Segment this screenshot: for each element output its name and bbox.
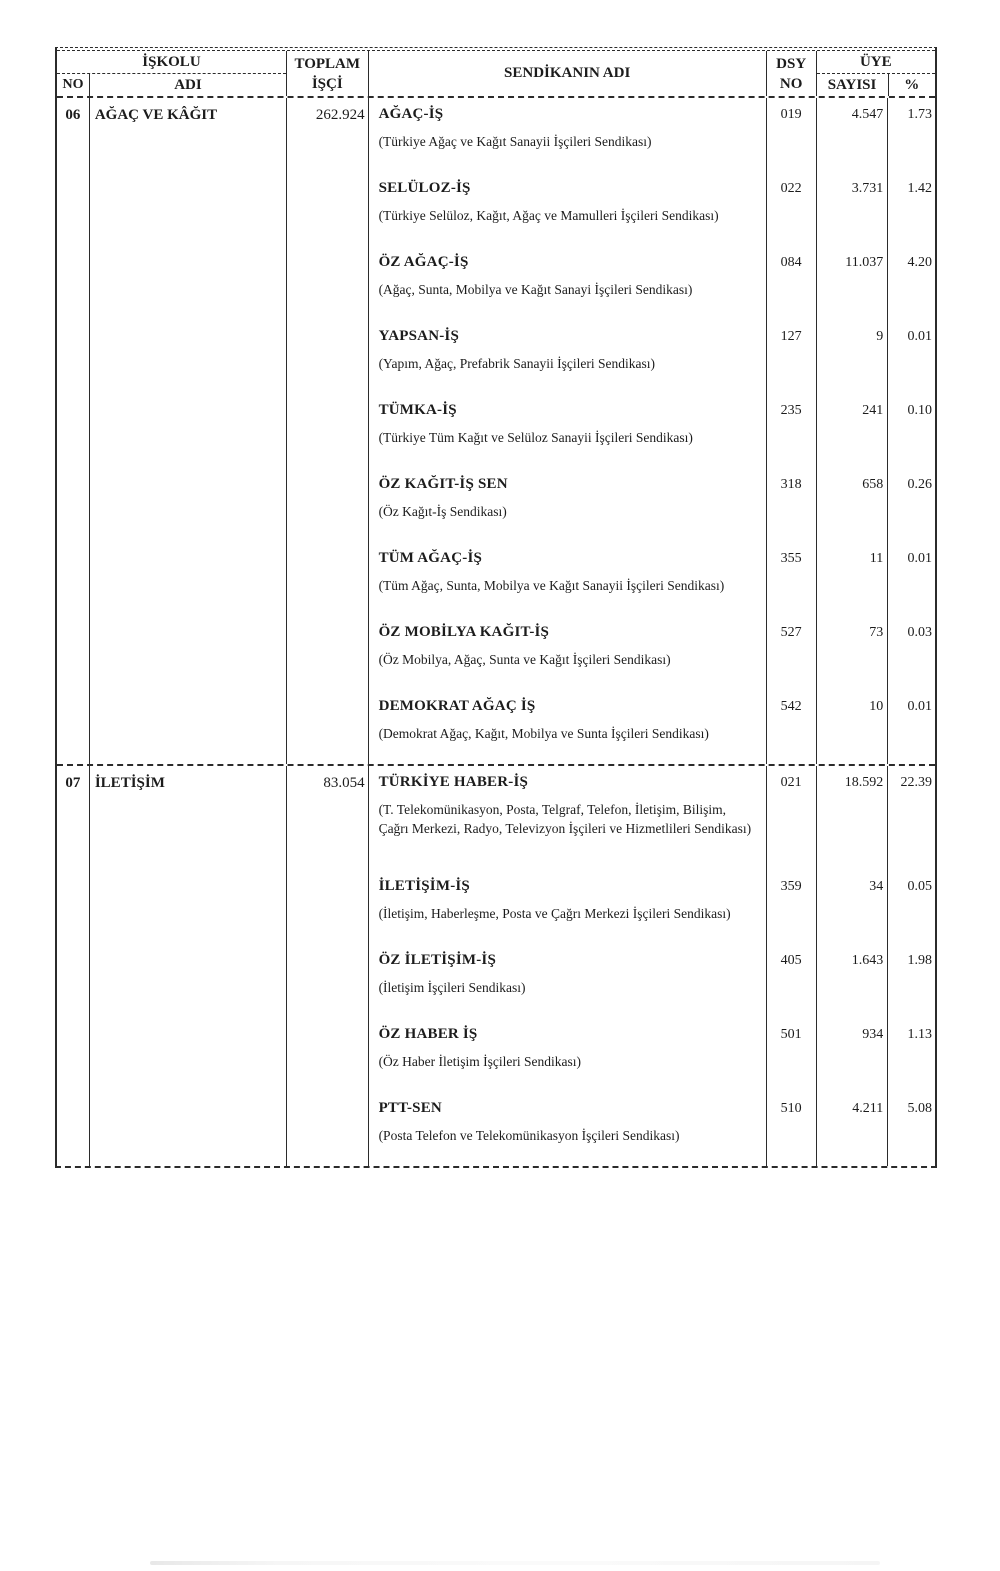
dsy-no-value: 084 [767,246,817,320]
dsy-no-value: 527 [767,616,817,690]
union-row [57,320,935,394]
member-percent-value: 1.98 [907,953,932,968]
sector-no-cell [57,172,90,246]
sector-no-cell [57,320,90,394]
sector-name: İLETİŞİM [90,766,287,870]
sector-name-cell [90,1018,287,1092]
col-header-dsy-no [767,51,817,96]
member-count-value: 1.643 [817,944,889,1018]
sector-no-cell [57,616,90,690]
sector-name-cell [90,468,287,542]
union-cell [369,246,767,320]
sector-name-cell [90,690,287,764]
dsy-no-value: 359 [767,870,817,944]
union-description: (Tüm Ağaç, Sunta, Mobilya ve Kağıt Sanayii İşçileri Sendikası) [378,578,725,593]
sector-no: 07 [57,766,90,870]
union-cell [369,394,767,468]
sector-total-cell [287,1018,369,1092]
union-name: SELÜLOZ-İŞ [378,180,471,196]
sector-no-cell [57,1092,90,1166]
union-name: ÖZ KAĞIT-İŞ SEN [378,476,508,492]
col-header-iskolu: İŞKOLU [57,51,286,74]
sector-total-cell [287,1092,369,1166]
union-description: (Ağaç, Sunta, Mobilya ve Kağıt Sanayi İşçileri Sendikası) [378,282,693,297]
member-percent-value: 5.08 [907,1101,932,1116]
member-count-value: 9 [817,320,889,394]
union-description: (T. Telekomünikasyon, Posta, Telgraf, Telefon, İletişim, Bilişim, Çağrı Merkezi, Radyo, Televizyon İşçileri ve Hizmetlileri Sendikası) [378,802,752,836]
union-name: ÖZ AĞAÇ-İŞ [378,254,469,270]
sector-no-cell [57,944,90,1018]
sector-name-cell [90,172,287,246]
dsy-no-value: 235 [767,394,817,468]
union-cell [369,172,767,246]
sector-total-cell [287,690,369,764]
union-description: (Öz Mobilya, Ağaç, Sunta ve Kağıt İşçileri Sendikası) [378,652,671,667]
sector-total-workers: 83.054 [287,766,369,870]
sector-name-cell [90,320,287,394]
sector-no: 06 [57,98,90,172]
union-row [57,468,935,542]
col-header-percent: % [904,76,920,93]
sector-no-cell [57,246,90,320]
union-row [57,1018,935,1092]
sector-total-workers: 262.924 [287,98,369,172]
uye-header-group [817,51,935,96]
member-count-value: 34 [817,870,889,944]
union-row [57,172,935,246]
sector-total-cell [287,944,369,1018]
iskolu-subheaders [57,74,286,96]
union-name: ÖZ MOBİLYA KAĞIT-İŞ [378,624,550,640]
sector-no-cell [57,690,90,764]
dsy-line2: NO [779,75,803,92]
dsy-no-value: 405 [767,944,817,1018]
union-name: DEMOKRAT AĞAÇ İŞ [378,698,536,714]
dsy-no-value: 019 [767,98,817,172]
union-cell [369,766,767,870]
member-count-value: 10 [817,690,889,764]
sector-name-cell [90,616,287,690]
union-description: (İletişim İşçileri Sendikası) [378,980,526,995]
dsy-line1: DSY [776,55,807,72]
sector-total-cell [287,542,369,616]
union-description: (Türkiye Tüm Kağıt ve Selüloz Sanayii İşçileri Sendikası) [378,430,693,445]
col-header-adi: ADI [174,76,202,93]
union-name: ÖZ HABER İŞ [378,1026,478,1042]
member-percent-value: 1.42 [907,181,932,196]
sector-name-cell [90,542,287,616]
sector-no-cell [57,1018,90,1092]
member-count-value: 934 [817,1018,889,1092]
iskolu-header-group [57,51,287,96]
union-cell [369,616,767,690]
union-description: (Türkiye Selüloz, Kağıt, Ağaç ve Mamulleri İşçileri Sendikası) [378,208,719,223]
union-description: (Demokrat Ağaç, Kağıt, Mobilya ve Sunta İşçileri Sendikası) [378,726,709,741]
union-name: ÖZ İLETİŞİM-İŞ [378,952,496,968]
union-name: TÜM AĞAÇ-İŞ [378,550,483,566]
union-cell [369,1092,767,1166]
union-description: (Öz Haber İletişim İşçileri Sendikası) [378,1054,581,1069]
member-count-value: 3.731 [817,172,889,246]
union-description: (İletişim, Haberleşme, Posta ve Çağrı Merkezi İşçileri Sendikası) [378,906,731,921]
sector-no-cell [57,394,90,468]
union-row [57,98,935,172]
sector-name-cell [90,394,287,468]
sector-no-cell [57,542,90,616]
union-cell [369,468,767,542]
member-percent-value: 0.10 [907,403,932,418]
sector-total-cell [287,468,369,542]
dsy-no-value: 501 [767,1018,817,1092]
dsy-no-value: 318 [767,468,817,542]
member-count-value: 18.592 [817,766,889,870]
union-name: TÜRKİYE HABER-İŞ [378,774,529,790]
member-percent-value: 0.03 [907,625,932,640]
sector-name-cell [90,944,287,1018]
col-header-sendika-adi: SENDİKANIN ADI [369,51,767,96]
member-percent-value: 0.01 [907,699,932,714]
member-percent-value: 22.39 [900,775,932,790]
union-cell [369,320,767,394]
member-count-value: 73 [817,616,889,690]
sector-name-cell [90,870,287,944]
member-count-value: 4.211 [817,1092,889,1166]
sector-total-cell [287,394,369,468]
member-count-value: 11.037 [817,246,889,320]
union-cell [369,690,767,764]
union-name: AĞAÇ-İŞ [378,106,444,122]
sector-no-cell [57,870,90,944]
dsy-no-value: 542 [767,690,817,764]
union-name: TÜMKA-İŞ [378,402,457,418]
dsy-no-value: 127 [767,320,817,394]
union-row [57,870,935,944]
sector-total-cell [287,320,369,394]
col-header-uye: ÜYE [817,51,935,74]
col-header-no: NO [57,74,90,96]
union-cell [369,944,767,1018]
member-count-value: 658 [817,468,889,542]
sector-section-06 [57,98,935,766]
dsy-no-value: 021 [767,766,817,870]
toplam-line1: TOPLAM [294,55,361,72]
table-header [57,50,935,98]
union-cell [369,542,767,616]
col-header-sayisi: SAYISI [817,74,889,96]
union-description: (Öz Kağıt-İş Sendikası) [378,504,507,519]
toplam-line2: İŞÇİ [311,75,343,92]
union-row [57,616,935,690]
sector-name: AĞAÇ VE KÂĞIT [90,98,287,172]
union-statistics-table [55,47,937,1168]
union-cell [369,1018,767,1092]
union-description: (Yapım, Ağaç, Prefabrik Sanayii İşçileri Sendikası) [378,356,656,371]
union-name: PTT-SEN [378,1100,442,1116]
sector-total-cell [287,870,369,944]
dsy-no-value: 510 [767,1092,817,1166]
sector-name-cell [90,1092,287,1166]
union-cell [369,98,767,172]
sector-section-07 [57,766,935,1166]
union-row [57,542,935,616]
union-row [57,1092,935,1166]
col-header-toplam-isci [287,51,369,96]
sector-no-cell [57,468,90,542]
sector-name-cell [90,246,287,320]
union-row [57,690,935,764]
union-row [57,944,935,1018]
union-name: İLETİŞİM-İŞ [378,878,470,894]
member-percent-value: 0.26 [907,477,932,492]
union-cell [369,870,767,944]
sector-total-cell [287,246,369,320]
union-description: (Türkiye Ağaç ve Kağıt Sanayii İşçileri Sendikası) [378,134,652,149]
member-count-value: 4.547 [817,98,889,172]
union-name: YAPSAN-İŞ [378,328,459,344]
member-count-value: 11 [817,542,889,616]
uye-subheaders [817,74,935,96]
union-description: (Posta Telefon ve Telekomünikasyon İşçileri Sendikası) [378,1128,680,1143]
union-row [57,394,935,468]
union-row [57,766,935,870]
member-percent-value: 0.01 [907,329,932,344]
dsy-no-value: 355 [767,542,817,616]
member-percent-value: 4.20 [907,255,932,270]
sector-total-cell [287,172,369,246]
union-row [57,246,935,320]
member-percent-value: 0.05 [907,879,932,894]
sector-total-cell [287,616,369,690]
member-count-value: 241 [817,394,889,468]
member-percent-value: 1.73 [907,107,932,122]
member-percent-value: 1.13 [907,1027,932,1042]
scan-artifact [150,1561,880,1565]
dsy-no-value: 022 [767,172,817,246]
member-percent-value: 0.01 [907,551,932,566]
